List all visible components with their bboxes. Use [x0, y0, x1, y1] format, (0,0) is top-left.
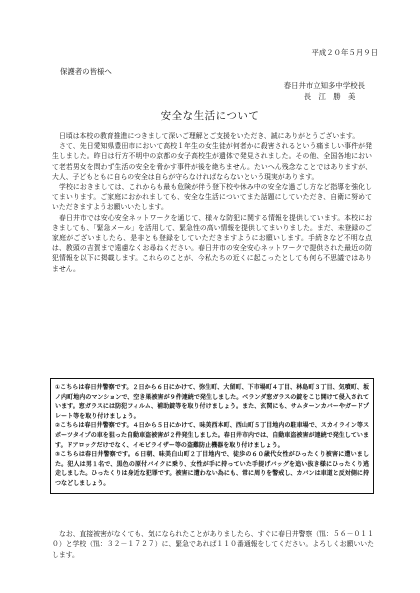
page-title: 安全な生活について — [160, 110, 260, 122]
paragraph-incidents-intro: さて、先日愛知県豊田市において高校１年生の女生徒が何者かに殺害されるという痛ましい事件が発生しました。昨日は行方不明中の京都の女子高校生が遺体で発見されました。その他、全国各地において老若男女を問わず生活の安全を脅かす事件が後を絶ちません。たいへん残念なことではありますが、大人、子どもともに自らの安全は自らが守らなければならないという現実があります。 — [52, 142, 372, 181]
police-notice-3: ③こちらは春日井警察です。６日朝、味美白山町２丁目地内で、徒歩の６０歳代女性がひったくり被害に遭いました。犯人は男１名で、黒色の原付バイクに乗り、女性が手に持っていた手提げバッグを追い抜き様にひったくり逃走しました。ひったくりは身近な犯罪です。被害に遭わない為にも、常に周りを警戒し、カバンは車道と反対側に持つなどしましょう。 — [55, 451, 369, 487]
sender-school: 春日井市立知多中学校長 — [283, 81, 365, 90]
recipient: 保護者の皆様へ — [60, 67, 112, 76]
paragraph-greeting: 日頃は本校の教育推進につきまして深いご理解とご支援をいただき、誠にありがとうございます。 — [59, 132, 360, 140]
police-notice-2: ②こちらは春日井警察です。４日から５日にかけて、味美西本町、西山町５丁目地内の駐車場で、スカイライン等スポーツタイプの車を狙った自動車盗被害が２件発生しました。春日井市内では、自動車盗被害が連続で発生しています。ドアロックだけでなく、イモビライザー等の盗難防止機器を取り付けましょう。 — [55, 422, 369, 449]
closing-text — [52, 529, 374, 560]
body-text — [52, 131, 372, 274]
police-notice-1: ①こちらは春日井警察です。２日から６日にかけて、弥生町、大留町、下市場町４丁目、林島町３丁目、気噴町、坂ノ内町地内のマンションで、空き巣被害が９件連続で発生しました。ベランダ窓ガラスの錠をこじ開けて侵入されています。窓ガラスには防犯フィルム、補助錠等を取り付けましょう。また、玄関にも、サムターンカバーやガードプレート等を取り付けましょう。 — [55, 384, 369, 420]
police-notices-box — [50, 378, 374, 494]
issue-date: 平成２０年５月９日 — [311, 48, 378, 57]
closing-paragraph: なお、直接被害がなくても、気になられたことがありましたら、すぐに春日井警察（℡：５６－０１１０）と学校（℡：３２－１７２７）に、緊急であれば１１０番通報をしてください。よろしくお願いいたします。 — [52, 530, 374, 559]
sender-block — [284, 80, 365, 102]
paragraph-network-info: 春日井市では安心安全ネットワークを通じて、様々な防犯に関する情報を提供しています。本校におきましても、「緊急メール」を活用して、緊急性の高い情報を提供してまいりました。まだ、未登録のご家庭がございましたら、是非とも登録をしていただきますようにお願いします。手続きなど不明な点は、教頭の吉賀まで遠慮なくお尋ねください。春日井市の安全安心ネットワークで提供された最近の防犯情報を以下に掲載します。これらのことが、今私たちの近くに起こったとしても何ら不思議ではありません。 — [52, 213, 372, 273]
paragraph-school-guidance: 学校におきましては、これからも最も危険が伴う登下校や休み中の安全な過ごし方など指導を強化してまいります。ご家庭におかれましても、安全な生活についてまた話題にしていただき、自衛に努めていただきますようお願いいたします。 — [52, 183, 372, 212]
sender-name: 長 江 勝 美 — [303, 92, 356, 101]
